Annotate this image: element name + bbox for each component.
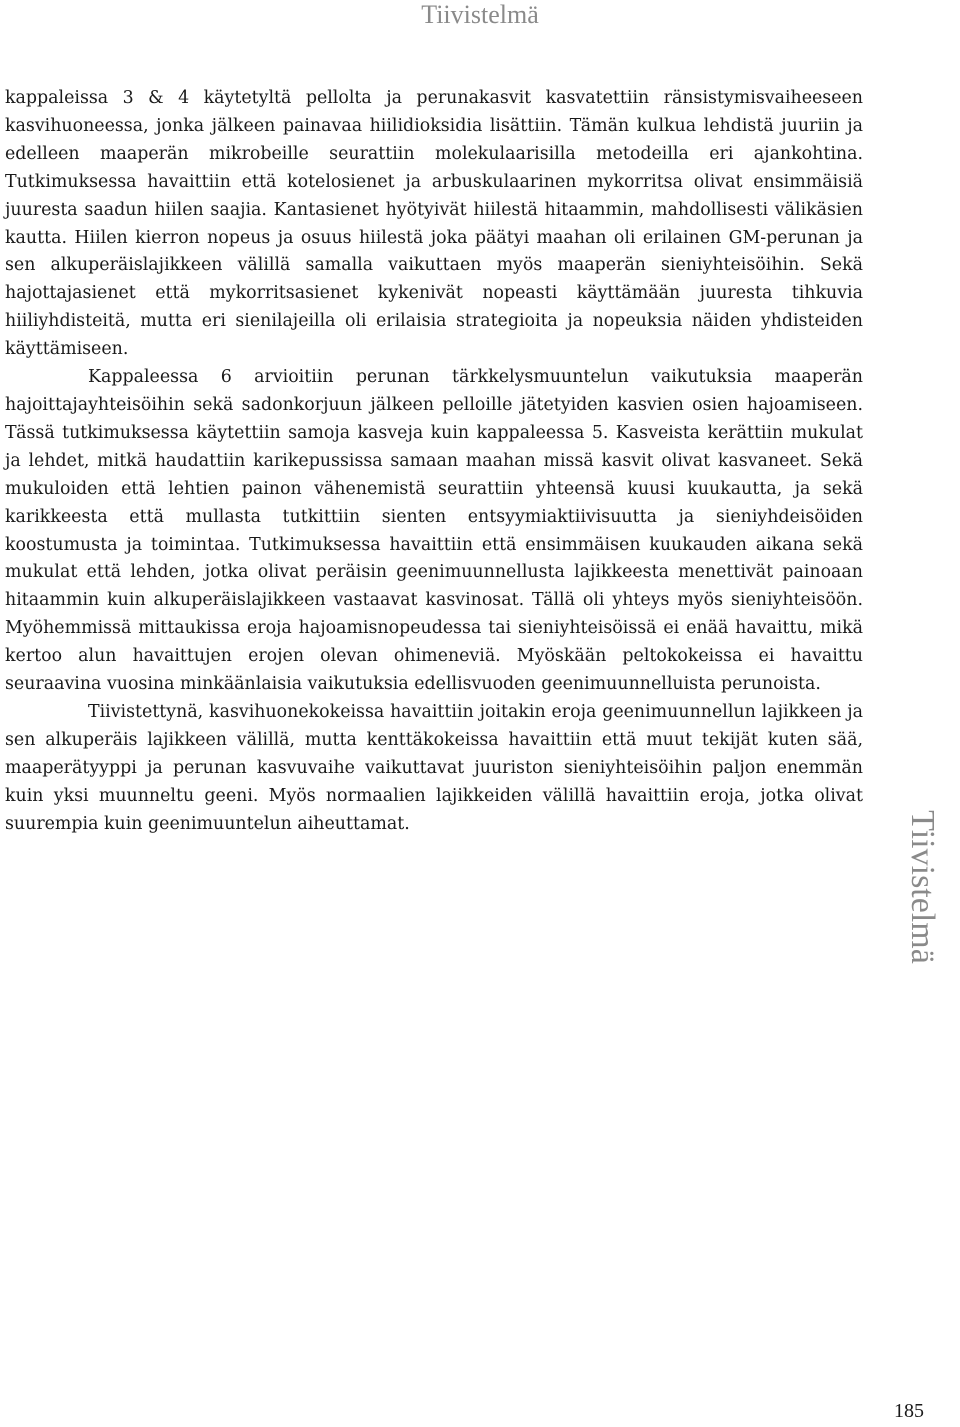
side-tab [884, 800, 960, 975]
body-text [5, 85, 863, 838]
paragraph-2: Kappaleessa 6 arvioitiin perunan tärkkelysmuuntelun vaikutuksia maaperän hajoittajayhteisöihin sekä sadonkorjuun jälkeen pelloille jätetyiden kasvien osien hajoamiseen. Tässä tutkimuksessa käytettiin samoja kasveja kuin kappaleessa 5. Kasveista kerättiin mukulat ja lehdet, mitkä haudattiin karikepussissa samaan maahan missä kasvit olivat kasvaneet. Sekä mukuloiden että lehtien painon vähenemistä seurattiin yhteensä kuusi kuukautta, ja sekä karikkeesta että mullasta tutkittiin sienten entsyymiaktiivisuutta ja sieniyhdeisöiden koostumusta ja toimintaa. Tutkimuksessa havaittiin että ensimmäisen kuukauden aikana sekä mukulat että lehden, jotka olivat peräisin geenimuunnellusta lajikkeesta menettivät painoaan hitaammin kuin alkuperäislajikkeen vastaavat kasvinosat. Tällä oli yhteys myös sieniyhteisöön. Myöhemmissä mittaukissa eroja hajoamisnopeudessa tai sieniyhteisöissä ei enää havaittu, mikä kertoo alun havaittujen erojen olevan ohimeneviä. Myöskään peltokokeissa ei havaittu seuraavina vuosina minkäänlaisia vaikutuksia edellisvuoden geenimuunnelluista perunoista. [5, 367, 863, 695]
paragraph-1: kappaleissa 3 & 4 käytetyltä pellolta ja perunakasvit kasvatettiin ränsistymisvaiheeseen kasvihuoneessa, jonka jälkeen painavaa hiilidioksidia lisättiin. Tämän kulkua lehdistä juuriin ja edelleen maaperän mikrobeille seurattiin molekulaarisilla metodeilla eri ajankohtina. Tutkimuksessa havaittiin että kotelosienet ja arbuskulaarinen mykorritsa olivat ensimmäisiä juuresta saadun hiilen saajia. Kantasienet hyötyivät hiilestä hitaammin, mahdollisesti välikäsien kautta. Hiilen kierron nopeus ja osuus hiilestä joka päätyi maahan oli erilainen GM-perunan ja sen alkuperäislajikkeen välillä samalla vaikuttaen myös maaperän sieniyhteisöihin. Sekä hajottajasienet että mykorritsasienet kykenivät nopeasti käyttämään juuresta tihkuvia hiiliyhdisteitä, mutta eri sienilajeilla oli erilaisia strategioita ja nopeuksia näiden yhdisteiden käyttämiseen. [5, 88, 863, 360]
running-header: Tiivistelmä [421, 0, 539, 29]
page-number: 185 [894, 1400, 924, 1422]
paragraph-3: Tiivistettynä, kasvihuonekokeissa havaittiin joitakin eroja geenimuunnellun lajikkeen ja sen alkuperäis lajikkeen välillä, mutta kenttäkokeissa havaittiin että muut tekijät kuten sää, maaperätyyppi ja perunan kasvuvaihe vaikuttavat juuriston sieniyhteisöihin paljon enemmän kuin yksi muunneltu geeni. Myös normaalien lajikkeiden välillä havaittiin eroja, jotka olivat suurempia kuin geenimuuntelun aiheuttamat. [5, 701, 863, 834]
side-tab-label: Tiivistelmä [904, 810, 941, 964]
